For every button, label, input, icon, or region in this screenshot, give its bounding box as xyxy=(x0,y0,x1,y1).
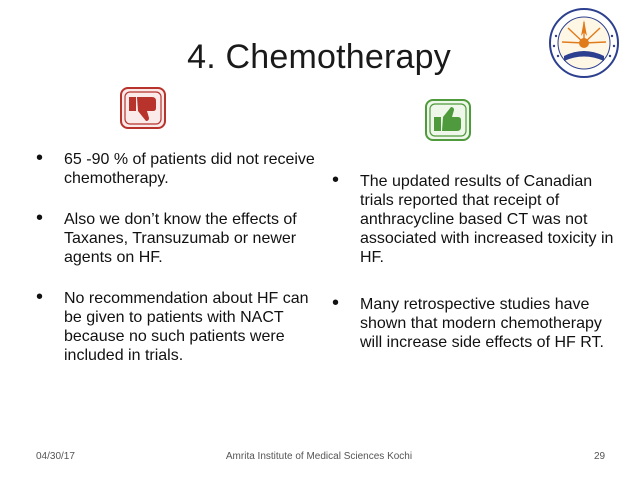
slide-title: 4. Chemotherapy xyxy=(187,38,451,76)
footer-institution: Amrita Institute of Medical Sciences Kochi xyxy=(225,451,413,462)
left-bullet-list xyxy=(30,150,320,387)
list-item: • Many retrospective studies have shown that modern chemotherapy will increase side effects of HF RT. xyxy=(326,295,616,352)
thumbs-down-icon xyxy=(119,86,167,130)
thumbs-up-icon xyxy=(424,98,472,142)
footer-page-number: 29 xyxy=(594,451,606,462)
right-bullet-list xyxy=(326,172,616,380)
list-item: • The updated results of Canadian trials reported that receipt of anthracycline based CT was not associated with increased toxicity in HF. xyxy=(326,172,616,267)
footer-date: 04/30/17 xyxy=(36,451,75,462)
institution-logo xyxy=(538,6,630,80)
list-item: • Also we don’t know the effects of Taxanes, Transuzumab or newer agents on HF. xyxy=(30,210,320,267)
list-item: • 65 -90 % of patients did not receive chemotherapy. xyxy=(30,150,320,188)
list-item: • No recommendation about HF can be given to patients with NACT because no such patients were included in trials. xyxy=(30,289,320,365)
